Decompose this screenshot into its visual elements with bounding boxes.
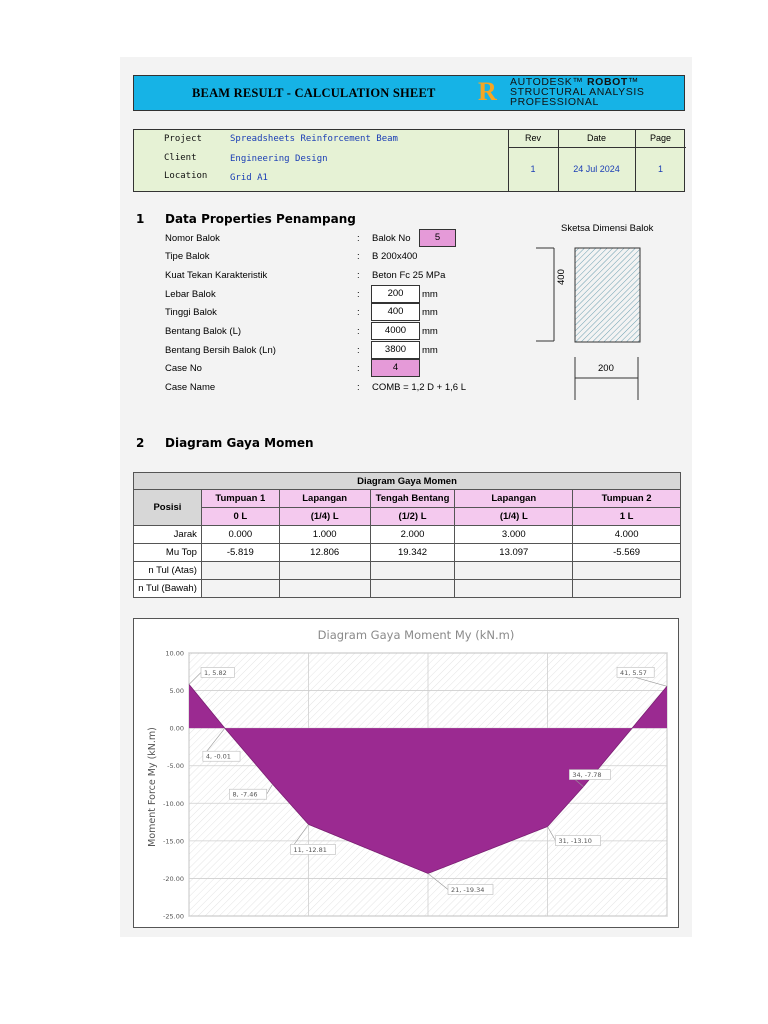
prop-label-nomor-balok: Nomor Balok [165, 233, 220, 244]
logo-professional: PROFESSIONAL [510, 96, 599, 108]
project-value: Spreadsheets Reinforcement Beam [230, 134, 398, 144]
y-tick-label: 0.00 [169, 724, 184, 733]
divider [508, 147, 686, 148]
y-tick-label: -10.00 [163, 799, 184, 808]
y-tick-label: 5.00 [169, 687, 184, 696]
moment-chart-svg [134, 619, 678, 927]
table-cell [573, 580, 681, 598]
moment-table [133, 472, 681, 598]
bentang-balok-box: 4000 [371, 322, 420, 340]
chart-y-axis-label: Moment Force My (kN.m) [147, 727, 158, 847]
header-banner [133, 75, 685, 111]
prop-value-tipe-balok: B 200x400 [372, 251, 418, 262]
prop-label-lebar-balok: Lebar Balok [165, 289, 216, 300]
table-cell: -5.569 [573, 544, 681, 562]
section-2-title: Diagram Gaya Momen [165, 436, 314, 450]
prop-colon: : [357, 345, 360, 356]
table-cell: 1.000 [279, 526, 370, 544]
table-cell: 13.097 [455, 544, 573, 562]
location-value: Grid A1 [230, 173, 268, 183]
prop-label-tipe-balok: Tipe Balok [165, 251, 210, 262]
prop-colon: : [357, 270, 360, 281]
section-2-number: 2 [136, 436, 145, 450]
date-value: 24 Jul 2024 [573, 164, 620, 174]
prop-label-tinggi-balok: Tinggi Balok [165, 307, 217, 318]
table-cell [370, 562, 455, 580]
col-header: Tengah Bentang [370, 490, 455, 508]
chart-title: Diagram Gaya Moment My (kN.m) [317, 628, 515, 642]
prop-colon: : [357, 363, 360, 374]
table-cell: 12.806 [279, 544, 370, 562]
table-cell: 2.000 [370, 526, 455, 544]
sketch-width-label: 200 [598, 363, 614, 374]
col-subheader: (1/4) L [279, 508, 370, 526]
project-label: Project [164, 134, 202, 144]
beam-section [575, 248, 640, 342]
location-label: Location [164, 171, 208, 181]
table-cell [455, 580, 573, 598]
prop-value-case-name: COMB = 1,2 D + 1,6 L [372, 382, 466, 393]
date-header: Date [586, 133, 606, 143]
table-cell [573, 562, 681, 580]
table-row [134, 544, 681, 562]
data-label: 31, -13.10 [558, 837, 592, 846]
page-value: 1 [657, 164, 663, 174]
col-header: Tumpuan 2 [573, 490, 681, 508]
logo-structural: STRUCTURAL ANALYSIS [510, 86, 645, 98]
data-label: 34, -7.78 [572, 771, 602, 780]
balok-number-box: 5 [419, 229, 456, 247]
table-cell [201, 562, 279, 580]
sketch-height-label: 400 [556, 269, 567, 285]
y-tick-label: 10.00 [165, 649, 184, 658]
unit-mm: mm [422, 289, 438, 300]
col-header: Lapangan [279, 490, 370, 508]
rev-value: 1 [530, 164, 536, 174]
row-label: Mu Top [134, 544, 202, 562]
logo-autodesk: AUTODESK [510, 76, 573, 88]
table-cell [279, 562, 370, 580]
y-tick-label: -25.00 [163, 912, 184, 921]
table-cell: 3.000 [455, 526, 573, 544]
table-cell: 4.000 [573, 526, 681, 544]
prop-colon: : [357, 251, 360, 262]
data-label: 21, -19.34 [451, 885, 485, 894]
tinggi-balok-box: 400 [371, 303, 420, 321]
prop-label-bentang-bersih: Bentang Bersih Balok (Ln) [165, 345, 276, 356]
col-subheader: (1/4) L [455, 508, 573, 526]
table-cell: -5.819 [201, 544, 279, 562]
row-label: Jarak [134, 526, 202, 544]
row-label: n Tul (Bawah) [134, 580, 202, 598]
client-label: Client [164, 153, 197, 163]
prop-colon: : [357, 307, 360, 318]
case-no-box: 4 [371, 359, 420, 377]
col-header: Lapangan [455, 490, 573, 508]
client-value: Engineering Design [230, 154, 328, 164]
project-info-block [133, 129, 685, 192]
rev-header: Rev [524, 133, 541, 143]
robot-logo-icon: R [478, 77, 497, 106]
y-tick-label: -20.00 [163, 874, 184, 883]
prop-label-case-name: Case Name [165, 382, 216, 393]
prop-label-case-no: Case No [165, 363, 202, 374]
bentang-bersih-box: 3800 [371, 341, 420, 359]
sketch-title: Sketsa Dimensi Balok [561, 223, 654, 234]
prop-colon: : [357, 382, 360, 393]
prop-label-bentang-balok: Bentang Balok (L) [165, 326, 242, 337]
prop-colon: : [357, 233, 360, 244]
prop-value-balok-no: Balok No [372, 233, 411, 244]
col-subheader: 0 L [201, 508, 279, 526]
col-header: Tumpuan 1 [201, 490, 279, 508]
table-caption: Diagram Gaya Momen [134, 473, 681, 490]
y-tick-label: -15.00 [163, 837, 184, 846]
prop-colon: : [357, 289, 360, 300]
table-row [134, 580, 681, 598]
unit-mm: mm [422, 307, 438, 318]
unit-mm: mm [422, 326, 438, 337]
table-cell: 19.342 [370, 544, 455, 562]
data-label: 11, -12.81 [293, 845, 327, 854]
section-1-number: 1 [136, 212, 145, 226]
y-tick-label: -5.00 [167, 762, 184, 771]
page-header: Page [649, 133, 672, 143]
table-cell [370, 580, 455, 598]
table-row [134, 526, 681, 544]
chart-plot-area [163, 650, 667, 921]
data-label: 1, 5.82 [204, 668, 227, 677]
table-row [134, 562, 681, 580]
prop-value-kuat-tekan: Beton Fc 25 MPa [372, 270, 446, 281]
sheet-title: BEAM RESULT - CALCULATION SHEET [192, 86, 436, 100]
row-label: n Tul (Atas) [134, 562, 202, 580]
data-label: 4, -0.01 [205, 752, 231, 761]
table-cell [455, 562, 573, 580]
lebar-balok-box: 200 [371, 285, 420, 303]
prop-label-kuat-tekan: Kuat Tekan Karakteristik [165, 270, 268, 281]
col-subheader: (1/2) L [370, 508, 455, 526]
table-cell [279, 580, 370, 598]
logo-robot: ROBOT [587, 76, 628, 88]
posisi-header: Posisi [134, 490, 202, 526]
unit-mm: mm [422, 345, 438, 356]
data-label: 8, -7.46 [232, 790, 258, 799]
section-1-title: Data Properties Penampang [165, 212, 356, 226]
beam-sketch [530, 240, 645, 410]
col-subheader: 1 L [573, 508, 681, 526]
prop-colon: : [357, 326, 360, 337]
robot-logo-text: AUTODESK™ ROBOT™ STRUCTURAL ANALYSIS PROFESSIONAL [510, 76, 645, 108]
data-label: 41, 5.57 [620, 668, 647, 677]
moment-chart [133, 618, 679, 928]
table-cell [201, 580, 279, 598]
table-cell: 0.000 [201, 526, 279, 544]
